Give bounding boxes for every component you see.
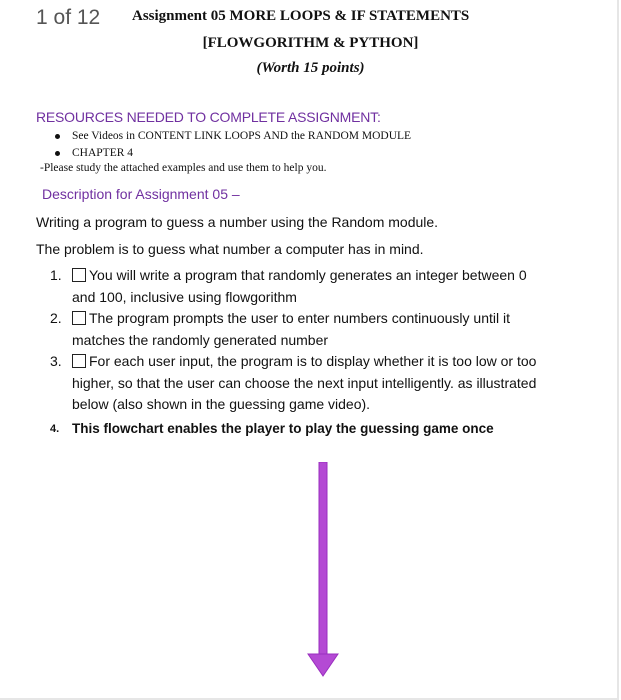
step-number: 3. [50, 353, 62, 369]
resources-list [52, 128, 411, 162]
step-item-3 [50, 351, 590, 416]
study-note: -Please study the attached examples and use them to help you. [40, 162, 327, 174]
assignment-subtitle: [FLOWGORITHM & PYTHON] [202, 35, 419, 51]
checkbox-icon[interactable] [72, 268, 86, 282]
step-text: The program prompts the user to enter numbers continuously until it [89, 310, 510, 326]
resources-heading: RESOURCES NEEDED TO COMPLETE ASSIGNMENT: [36, 109, 381, 125]
step-text: and 100, inclusive using flowgorithm [72, 288, 297, 305]
description-paragraph-1: Writing a program to guess a number using the Random module. [36, 214, 439, 230]
description-paragraph-2: The problem is to guess what number a computer has in mind. [36, 241, 424, 257]
step-text: You will write a program that randomly generates an integer between 0 [89, 267, 527, 283]
checkbox-icon[interactable] [72, 354, 86, 368]
step-number: 4. [50, 422, 60, 435]
step-text: For each user input, the program is to display whether it is too low or too [89, 353, 537, 369]
resource-item [52, 145, 411, 162]
step-text: This flowchart enables the player to play the guessing game once [72, 420, 494, 436]
resource-item-text: CHAPTER 4 [72, 147, 134, 159]
step-item-1 [50, 265, 590, 308]
step-number: 1. [50, 267, 62, 283]
step-text: higher, so that the user can choose the next input intelligently. as illustrated [72, 374, 537, 391]
checkbox-icon[interactable] [72, 311, 86, 325]
page-indicator: 1 of 12 [36, 6, 101, 29]
bullet-icon [55, 134, 60, 139]
resource-item [52, 128, 411, 145]
resource-item-text: See Videos in CONTENT LINK LOOPS AND the RANDOM MODULE [72, 130, 412, 142]
steps-list [50, 265, 590, 439]
assignment-title: Assignment 05 MORE LOOPS & IF STATEMENTS [132, 8, 470, 24]
step-number: 2. [50, 310, 62, 326]
bullet-icon [55, 151, 60, 156]
step-text: matches the randomly generated number [72, 331, 329, 348]
step-item-2 [50, 308, 590, 351]
step-text: below (also shown in the guessing game video). [72, 396, 371, 412]
arrow-down-icon [305, 462, 341, 682]
step-item-4 [50, 418, 590, 440]
description-heading: Description for Assignment 05 – [42, 186, 240, 202]
points-worth: (Worth 15 points) [256, 60, 365, 76]
